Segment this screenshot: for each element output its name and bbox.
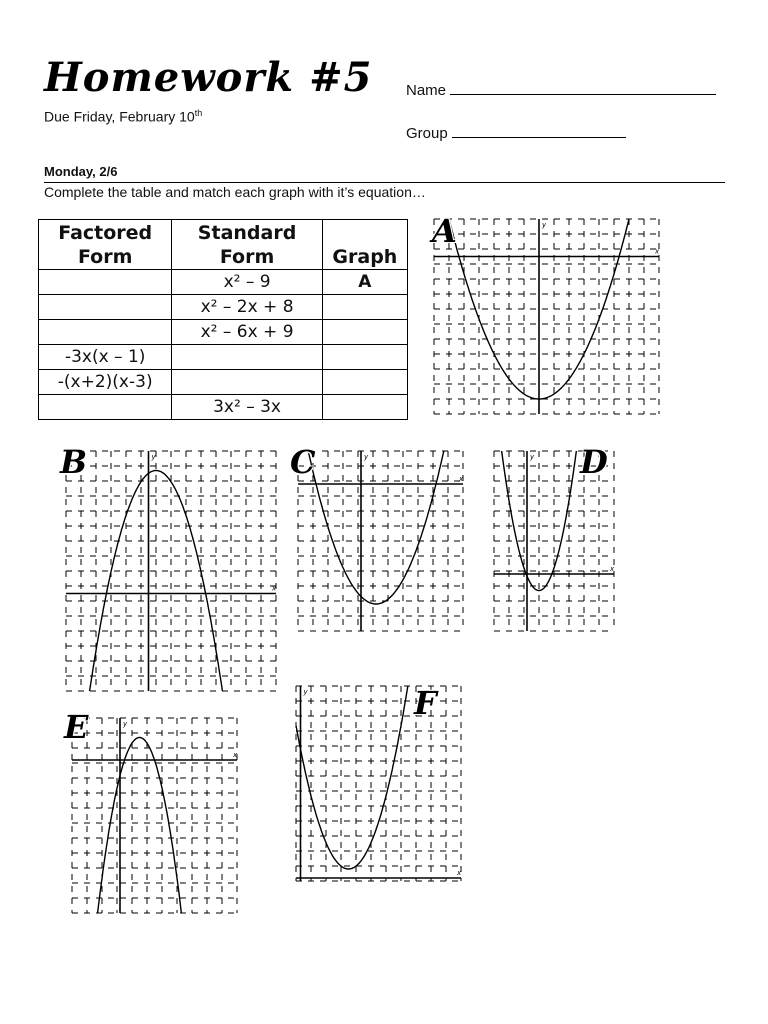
cell-standard[interactable]: x² – 2x + 8: [172, 295, 322, 320]
cell-standard[interactable]: x² – 9: [172, 270, 322, 295]
graph-a: [434, 219, 659, 414]
y-axis-label: y: [542, 221, 547, 229]
cell-graph[interactable]: [322, 345, 407, 370]
table-header-row: [39, 220, 408, 270]
group-line[interactable]: [452, 125, 626, 138]
y-axis-label: y: [151, 453, 156, 461]
y-axis-label: y: [123, 720, 128, 728]
y-axis-label: y: [364, 453, 369, 461]
cell-graph[interactable]: [322, 295, 407, 320]
homework-table: [38, 219, 408, 420]
section-divider: [44, 182, 725, 183]
name-label: Name: [406, 82, 447, 99]
x-axis-label: x: [457, 869, 462, 877]
due-date-suffix: th: [194, 108, 203, 118]
table-row: [39, 270, 408, 295]
instructions: Complete the table and match each graph with it’s equation…: [44, 184, 426, 200]
table-row: [39, 370, 408, 395]
parabola-curve: [72, 738, 237, 1024]
header-factored: Factored Form: [39, 220, 172, 270]
x-axis-label: x: [272, 584, 277, 593]
x-axis-label: x: [610, 565, 615, 573]
name-field[interactable]: [406, 82, 716, 99]
x-axis-label: x: [233, 751, 238, 759]
graph-label-b: B: [60, 443, 88, 481]
y-axis-label: y: [303, 688, 308, 696]
table-row: [39, 345, 408, 370]
group-field[interactable]: [406, 125, 626, 142]
due-date: [44, 108, 202, 125]
cell-factored[interactable]: [39, 395, 172, 420]
cell-factored[interactable]: [39, 295, 172, 320]
cell-factored[interactable]: -(x+2)(x-3): [39, 370, 172, 395]
graph-b: [66, 451, 276, 691]
graph-label-c: C: [290, 443, 316, 481]
graph-label-d: D: [580, 443, 608, 481]
x-axis-label: x: [459, 475, 464, 483]
due-date-text: Due Friday, February 10: [44, 108, 195, 125]
graph-label-f: F: [414, 684, 437, 722]
cell-standard[interactable]: [172, 345, 322, 370]
table-row: [39, 320, 408, 345]
graph-label-e: E: [64, 708, 89, 746]
cell-standard[interactable]: x² – 6x + 9: [172, 320, 322, 345]
cell-graph[interactable]: [322, 395, 407, 420]
y-axis-label: y: [530, 453, 535, 461]
graph-label-a: A: [432, 212, 457, 250]
cell-factored[interactable]: [39, 270, 172, 295]
cell-standard[interactable]: [172, 370, 322, 395]
page-title: Homework #5: [44, 54, 373, 101]
cell-standard[interactable]: 3x² – 3x: [172, 395, 322, 420]
table-row: [39, 395, 408, 420]
section-day: Monday, 2/6: [44, 164, 118, 179]
cell-graph[interactable]: [322, 370, 407, 395]
cell-factored[interactable]: -3x(x – 1): [39, 345, 172, 370]
cell-graph[interactable]: A: [322, 270, 407, 295]
table-row: [39, 295, 408, 320]
x-axis-label: x: [655, 247, 660, 256]
cell-factored[interactable]: [39, 320, 172, 345]
graph-e: [72, 718, 237, 913]
header-standard: Standard Form: [172, 220, 322, 270]
cell-graph[interactable]: [322, 320, 407, 345]
graph-c: [298, 451, 463, 631]
group-label: Group: [406, 125, 448, 142]
name-line[interactable]: [450, 82, 716, 95]
header-graph: Graph: [322, 220, 407, 270]
